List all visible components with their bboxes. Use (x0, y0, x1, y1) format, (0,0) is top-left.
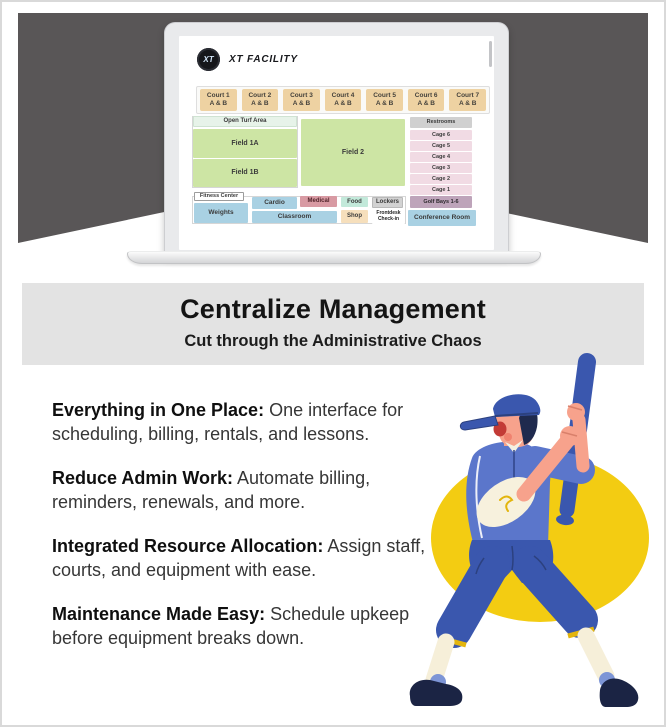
feature-item (52, 534, 460, 583)
feature-text: One interface for scheduling, billing, rentals, and lessons. (52, 400, 404, 445)
map-area-shop[interactable]: Shop (341, 210, 368, 223)
court-label: Court 5 (373, 91, 396, 99)
court-sublabel: A & B (209, 100, 228, 107)
court-button-6[interactable] (408, 89, 445, 111)
court-label: Court 1 (206, 91, 230, 99)
feature-text: Assign staff, courts, and equipment with ease. (52, 535, 426, 581)
map-area-cardio[interactable]: Cardio (252, 197, 297, 209)
baseball-player-illustration (400, 350, 665, 715)
court-label: Court 4 (331, 91, 355, 99)
map-area-cage-5[interactable]: Cage 5 (410, 141, 472, 151)
laptop-mockup (165, 23, 508, 256)
page-subtitle: Cut through the Administrative Chaos (184, 332, 482, 350)
facility-map (193, 116, 490, 226)
map-area-cage-1[interactable]: Cage 1 (410, 185, 472, 195)
court-button-7[interactable] (449, 89, 486, 111)
court-sublabel: A & B (459, 100, 477, 107)
map-area-classroom[interactable]: Classroom (252, 211, 337, 223)
feature-text: Schedule upkeep before equipment breaks down. (52, 603, 410, 649)
map-area-field-2[interactable]: Field 2 (301, 119, 405, 186)
map-area-field-1b[interactable]: Field 1B (193, 159, 297, 187)
map-area-cage-4[interactable]: Cage 4 (410, 152, 472, 162)
map-area-golf-bays[interactable]: Golf Bays 1-6 (410, 196, 472, 208)
court-button-3[interactable] (283, 89, 320, 111)
courts-row (196, 86, 490, 114)
map-area-medical[interactable]: Medical (300, 196, 337, 207)
court-label: Court 7 (456, 91, 480, 99)
feature-lead: Integrated Resource Allocation: (52, 535, 324, 556)
court-button-4[interactable] (325, 89, 362, 111)
court-sublabel: A & B (417, 100, 435, 107)
court-button-5[interactable] (366, 89, 403, 111)
map-area-frontdesk[interactable]: Frontdesk Check-in (372, 209, 405, 224)
map-area-open-turf[interactable]: Open Turf Area (193, 116, 297, 127)
app-window (179, 36, 494, 250)
map-area-cage-6[interactable]: Cage 6 (410, 130, 472, 140)
court-sublabel: A & B (292, 100, 311, 107)
map-area-weights[interactable]: Weights (194, 203, 248, 223)
map-area-field-1a[interactable]: Field 1A (193, 129, 297, 158)
xt-logo-icon (197, 48, 220, 71)
feature-item (52, 602, 460, 651)
map-area-food[interactable]: Food (341, 197, 368, 207)
scrollbar[interactable] (489, 41, 492, 67)
court-sublabel: A & B (334, 100, 352, 107)
map-area-restrooms[interactable]: Restrooms (410, 117, 472, 128)
map-area-cage-3[interactable]: Cage 3 (410, 163, 472, 173)
laptop-base (127, 251, 541, 264)
court-label: Court 3 (290, 91, 313, 99)
app-header (197, 47, 298, 71)
app-title: XT FACILITY (229, 53, 298, 65)
feature-item (52, 398, 460, 447)
court-sublabel: A & B (375, 100, 394, 107)
feature-list (52, 398, 460, 670)
court-label: Court 2 (248, 91, 272, 99)
feature-lead: Everything in One Place: (52, 400, 265, 420)
logo-monogram: XT (203, 54, 214, 64)
feature-item (52, 466, 460, 515)
court-sublabel: A & B (251, 100, 269, 107)
court-button-2[interactable] (242, 89, 279, 111)
feature-lead: Reduce Admin Work: (52, 467, 234, 488)
map-area-cage-2[interactable]: Cage 2 (410, 174, 472, 184)
court-label: Court 6 (414, 91, 438, 99)
feature-lead: Maintenance Made Easy: (52, 603, 266, 624)
fitness-center-label: Fitness Center (194, 192, 244, 201)
map-area-lockers[interactable]: Lockers (372, 197, 403, 208)
court-button-1[interactable] (200, 89, 237, 111)
map-area-conference[interactable]: Conference Room (408, 210, 476, 226)
feature-text: Automate billing, reminders, renewals, and more. (52, 467, 371, 513)
page-title: Centralize Management (180, 294, 486, 324)
